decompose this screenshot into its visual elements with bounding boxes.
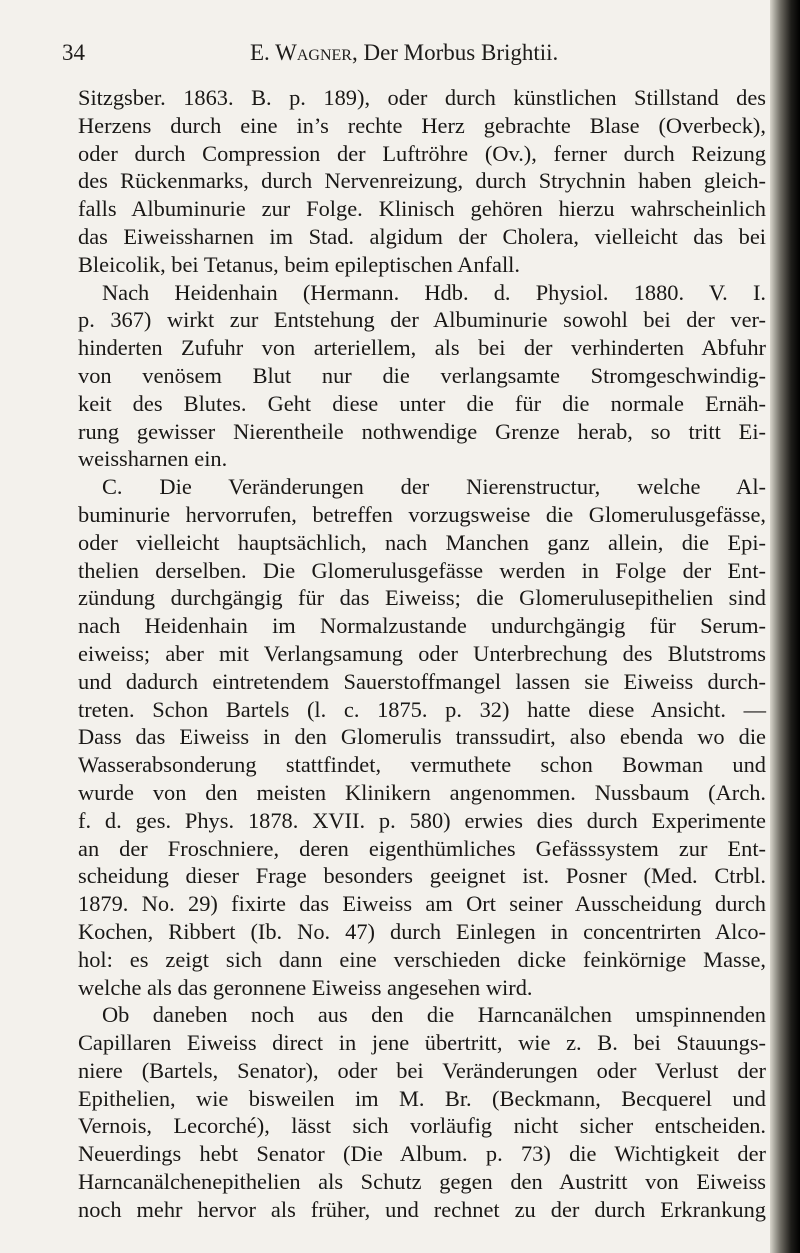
text-line: zündung durchgängig für das Eiweiss; die Glomerulusepithelien sind (78, 585, 766, 611)
text-line: Bleicolik, bei Tetanus, beim epileptischen Anfall. (78, 251, 520, 277)
page-number: 34 (62, 40, 85, 65)
text-line: niere (Bartels, Senator), oder bei Veränderungen oder Verlust der (78, 1057, 766, 1083)
body-text (78, 84, 766, 1224)
text-line: oder vielleicht hauptsächlich, nach Manchen ganz allein, die Epi- (78, 529, 766, 555)
text-line: rung gewisser Nierentheile nothwendige Grenze herab, so tritt Ei- (78, 418, 766, 444)
text-line: keit des Blutes. Geht diese unter die für die normale Ernäh- (78, 390, 766, 416)
text-line: treten. Schon Bartels (l. c. 1875. p. 32) hatte diese Ansicht. — (78, 696, 766, 722)
text-line: nach Heidenhain im Normalzustande undurchgängig für Serum- (78, 613, 766, 639)
text-line: Kochen, Ribbert (Ib. No. 47) durch Einlegen in concentrirten Alco- (78, 918, 766, 944)
page-header (60, 40, 760, 72)
text-line: Nach Heidenhain (Hermann. Hdb. d. Physiol. 1880. V. I. (102, 279, 766, 305)
text-line: Herzens durch eine in’s rechte Herz gebrachte Blase (Overbeck), (78, 112, 766, 138)
text-line: Ob daneben noch aus den die Harncanälchen umspinnenden (102, 1002, 766, 1028)
text-line: falls Albuminurie zur Folge. Klinisch gehören hierzu wahrscheinlich (78, 196, 766, 222)
text-line: Dass das Eiweiss in den Glomerulis transsudirt, also ebenda wo die (78, 724, 766, 750)
text-line: noch mehr hervor als früher, und rechnet zu der durch Erkrankung (78, 1196, 766, 1222)
text-line: das Eiweissharnen im Stad. algidum der Cholera, vielleicht das bei (78, 223, 766, 249)
text-line: 1879. No. 29) fixirte das Eiweiss am Ort seiner Ausscheidung durch (78, 891, 766, 917)
text-line: eiweiss; aber mit Verlangsamung oder Unterbrechung des Blutstroms (78, 640, 766, 666)
text-line: weissharnen ein. (78, 446, 228, 472)
running-head (250, 40, 558, 66)
text-line: hol: es zeigt sich dann eine verschieden dicke feinkörnige Masse, (78, 946, 766, 972)
text-line: welche als das geronnene Eiweiss angesehen wird. (78, 974, 533, 1000)
text-line: an der Froschniere, deren eigenthümliches Gefässsystem zur Ent- (78, 835, 766, 861)
text-line: wurde von den meisten Klinikern angenommen. Nussbaum (Arch. (78, 779, 766, 805)
text-line: f. d. ges. Phys. 1878. XVII. p. 580) erwies dies durch Experimente (78, 807, 766, 833)
running-head-author: E. Wagner (250, 40, 352, 65)
book-spine-shadow (770, 0, 800, 1253)
text-line: C. Die Veränderungen der Nierenstructur, welche Al- (102, 474, 766, 500)
running-head-title: , Der Morbus Brightii. (351, 40, 559, 65)
text-line: des Rückenmarks, durch Nervenreizung, durch Strychnin haben gleich- (78, 168, 766, 194)
text-line: und dadurch eintretendem Sauerstoffmangel lassen sie Eiweiss durch- (78, 668, 766, 694)
text-line: Wasserabsonderung stattfindet, vermuthete schon Bowman und (78, 752, 766, 778)
text-line: p. 367) wirkt zur Entstehung der Albuminurie sowohl bei der ver- (78, 307, 766, 333)
text-line: Vernois, Lecorché), lässt sich vorläufig nicht sicher entscheiden. (78, 1113, 766, 1139)
text-line: Sitzgsber. 1863. B. p. 189), oder durch künstlichen Stillstand des (78, 85, 766, 110)
text-line: buminurie hervorrufen, betreffen vorzugsweise die Glomerulusgefässe, (78, 501, 766, 527)
text-line: scheidung dieser Frage besonders geeignet ist. Posner (Med. Ctrbl. (78, 863, 766, 889)
text-line: thelien derselben. Die Glomerulusgefässe werden in Folge der Ent- (78, 557, 766, 583)
text-line: von venösem Blut nur die verlangsamte Stromgeschwindig- (78, 362, 766, 388)
text-line: Epithelien, wie bisweilen im M. Br. (Beckmann, Becquerel und (78, 1085, 766, 1111)
text-line: Harncanälchenepithelien als Schutz gegen den Austritt von Eiweiss (78, 1169, 766, 1195)
text-line: oder durch Compression der Luftröhre (Ov.), ferner durch Reizung (78, 140, 766, 166)
text-line: Neuerdings hebt Senator (Die Album. p. 73) die Wichtigkeit der (78, 1141, 766, 1167)
text-line: Capillaren Eiweiss direct in jene übertritt, wie z. B. bei Stauungs- (78, 1030, 766, 1056)
text-line: hinderten Zufuhr von arteriellem, als bei der verhinderten Abfuhr (78, 335, 766, 361)
